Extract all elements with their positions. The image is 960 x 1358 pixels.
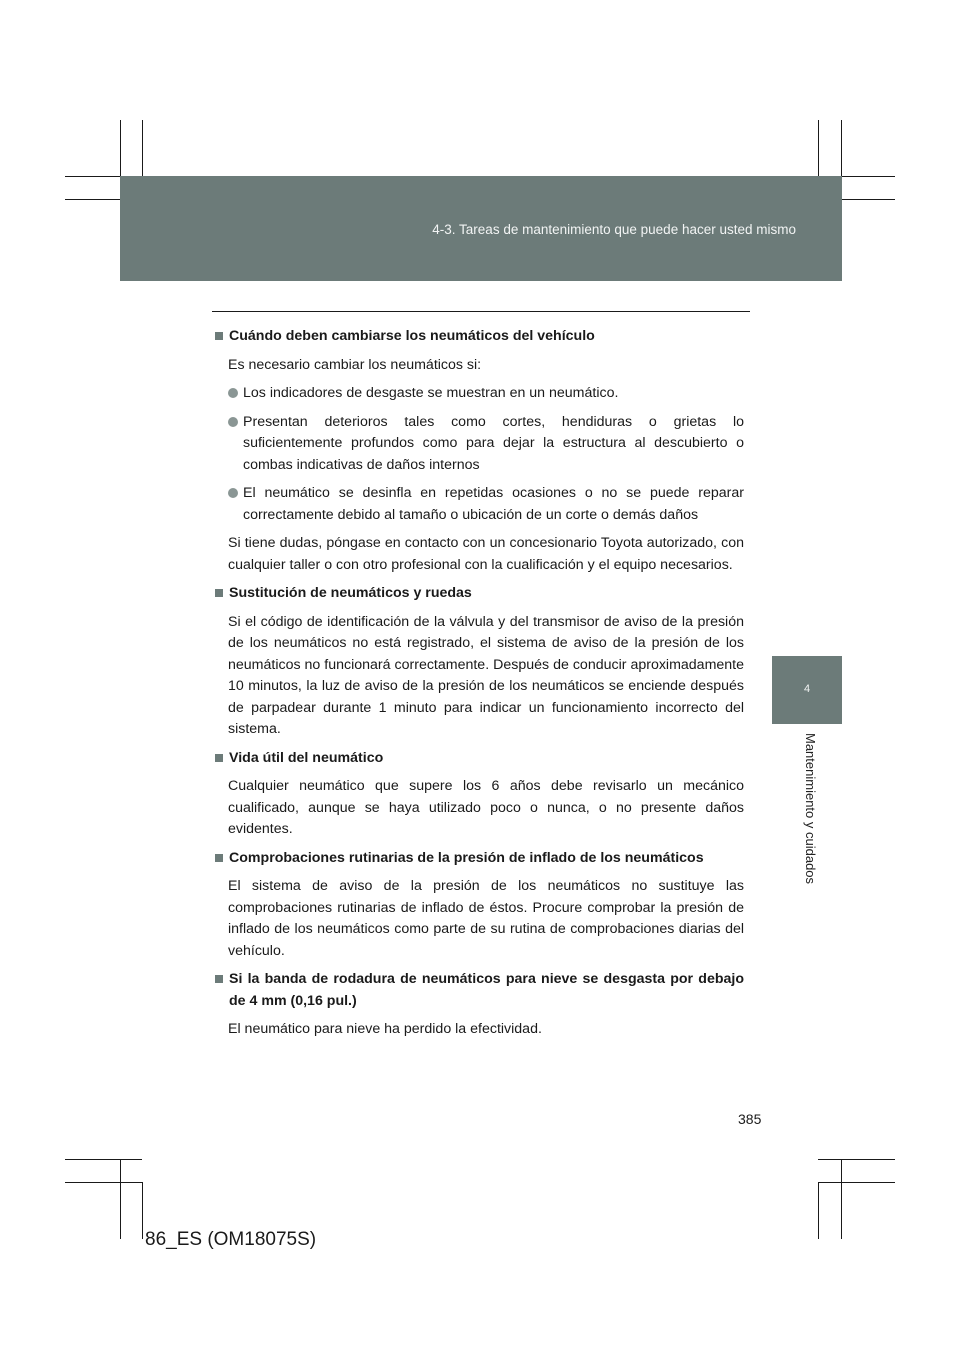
circle-bullet-icon xyxy=(228,417,238,427)
section-heading: Vida útil del neumático xyxy=(214,748,744,770)
list-item: Presentan deterioros tales como cortes, hendiduras o grietas lo suficientemente profundos como para dejar la estructura al descubierto o combas indicativas de daños internos xyxy=(228,412,744,477)
page-content xyxy=(214,326,744,1048)
chapter-tab xyxy=(772,656,842,724)
list-item: El neumático se desinfla en repetidas ocasiones o no se puede reparar correctamente debido al tamaño o ubicación de un corte o demás daños xyxy=(228,483,744,526)
crop-mark xyxy=(818,1159,895,1160)
paragraph: Si tiene dudas, póngase en contacto con un concesionario Toyota autorizado, con cualquier taller o con otro profesional con la cualificación y el equipo necesarios. xyxy=(228,535,744,573)
square-bullet-icon xyxy=(215,854,223,862)
square-bullet-icon xyxy=(215,754,223,762)
top-rule xyxy=(212,311,750,312)
chapter-title: Mantenimiento y cuidados xyxy=(803,733,818,885)
paragraph: Si el código de identificación de la válvula y del transmisor de aviso de la presión de los neumáticos no está registrado, el sistema de aviso de la presión de los neumáticos no funcionará correctamente. Después de conducir aproximadamente 10 minutos, la luz de aviso de la presión de los neumáticos se enciende después de parpadear durante 1 minuto para indicar un funcionamiento incorrecto del sistema. xyxy=(228,613,744,737)
crop-mark xyxy=(818,1182,895,1183)
crop-mark xyxy=(65,1159,142,1160)
section-title: 4-3. Tareas de mantenimiento que puede hacer usted mismo xyxy=(432,222,796,237)
square-bullet-icon xyxy=(215,589,223,597)
crop-mark xyxy=(120,1159,121,1239)
square-bullet-icon xyxy=(215,332,223,340)
chapter-number: 4 xyxy=(803,683,811,695)
circle-bullet-icon xyxy=(228,388,238,398)
page-number: 385 xyxy=(738,1111,762,1127)
paragraph: El neumático para nieve ha perdido la efectividad. xyxy=(228,1021,542,1037)
section-heading: Cuándo deben cambiarse los neumáticos del vehículo xyxy=(214,326,744,348)
circle-bullet-icon xyxy=(228,488,238,498)
crop-mark xyxy=(818,1182,819,1239)
list-item: Los indicadores de desgaste se muestran en un neumático. xyxy=(228,383,744,405)
section-heading: Si la banda de rodadura de neumáticos para nieve se desgasta por debajo de 4 mm (0,16 pul.) xyxy=(214,969,744,1012)
crop-mark xyxy=(142,1182,143,1239)
document-code: 86_ES (OM18075S) xyxy=(145,1229,317,1250)
crop-mark xyxy=(841,1159,842,1239)
paragraph: Es necesario cambiar los neumáticos si: xyxy=(228,356,482,373)
crop-mark xyxy=(65,1182,142,1183)
header-band xyxy=(120,176,842,281)
section-heading: Sustitución de neumáticos y ruedas xyxy=(214,583,744,605)
section-heading: Comprobaciones rutinarias de la presión de inflado de los neumáticos xyxy=(214,848,744,870)
square-bullet-icon xyxy=(215,975,223,983)
paragraph: Cualquier neumático que supere los 6 años debe revisarlo un mecánico cualificado, aunque se haya utilizado poco o nunca, o no presente daños evidentes. xyxy=(228,778,744,837)
paragraph: El sistema de aviso de la presión de los neumáticos no sustituye las comprobaciones rutinarias de inflado de éstos. Procure comprobar la presión de inflado de los neumáticos como parte de su rutina de comprobaciones diarias del vehículo. xyxy=(228,878,744,959)
